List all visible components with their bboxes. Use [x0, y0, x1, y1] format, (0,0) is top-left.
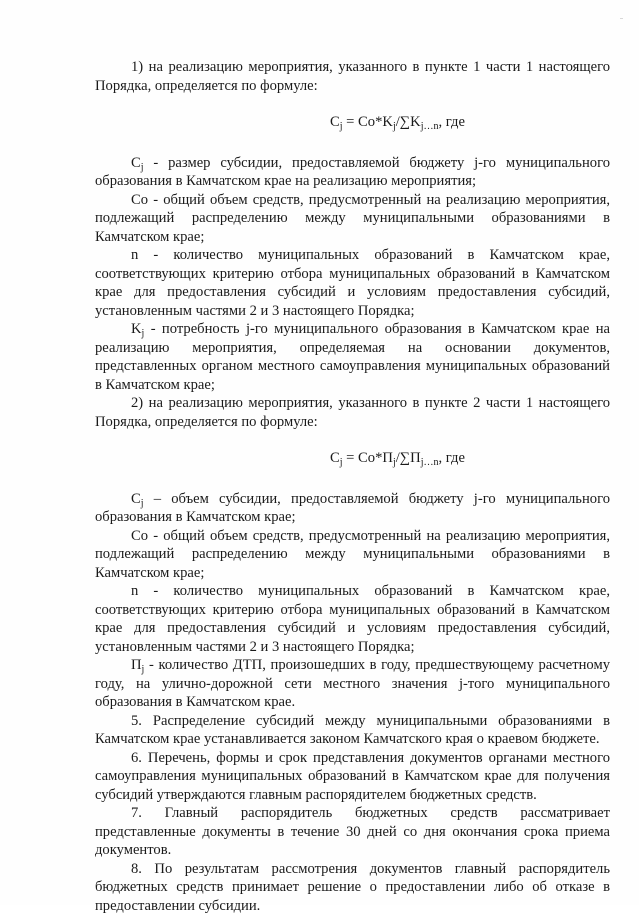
- section-5: 5. Распределение субсидий между муниципальными образованиями в Камчатском крае устанавливается законом Камчатского края о краевом бюджете.: [95, 712, 610, 749]
- scan-mark: [620, 18, 623, 19]
- section-8: 8. По результатам рассмотрения документов главный распорядитель бюджетных средств принимает решение о предоставлении либо об отказе в предоставлении субсидии.: [95, 860, 610, 915]
- def-pj: $П_j$ - количество ДТП, произошедших в году, предшествующему расчетному году, на улично-дорожной сети местного значения j-того муниципального образования в Камчатском крае.: [95, 656, 610, 712]
- def-co-2: Co - общий объем средств, предусмотренный на реализацию мероприятия, подлежащий распределению между муниципальными образованиями в Камчатском крае;: [95, 527, 610, 583]
- def-cj-2: $C_j$ – объем субсидии, предоставляемой бюджету j-го муниципального образования в Камчатском крае;: [95, 490, 610, 527]
- def-n-1: n - количество муниципальных образований в Камчатском крае, соответствующих критерию отбора муниципальных образований в Камчатском крае для предоставления субсидий и условиям предоставления субсидий, установленным частями 2 и 3 настоящего Порядка;: [95, 246, 610, 320]
- def-kj: $K_j$ - потребность j-го муниципального образования в Камчатском крае на реализацию мероприятия, определяемая на основании документов, представленных органом местного самоуправления муниципальных образований в Камчатском крае;: [95, 320, 610, 394]
- def-cj-1: $C_j$ - размер субсидии, предоставляемой бюджету j-го муниципального образования в Камчатском крае на реализацию мероприятия;: [95, 154, 610, 191]
- section-7: 7. Главный распорядитель бюджетных средств рассматривает представленные документы в течение 30 дней со дня окончания срока приема документов.: [95, 804, 610, 860]
- def-n-2: n - количество муниципальных образований в Камчатском крае, соответствующих критерию отбора муниципальных образований в Камчатском крае для предоставления субсидий и условиям предоставления субсидий, установленным частями 2 и 3 настоящего Порядка;: [95, 582, 610, 656]
- section-6: 6. Перечень, формы и срок представления документов органами местного самоуправления муниципальных образований в Камчатском крае для получения субсидий утверждаются главным распорядителем бюджетных средств.: [95, 749, 610, 805]
- clause-2: 2) на реализацию мероприятия, указанного в пункте 2 части 1 настоящего Порядка, определяется по формуле:: [95, 394, 610, 431]
- def-co-1: Co - общий объем средств, предусмотренный на реализацию мероприятия, подлежащий распределению между муниципальными образованиями в Камчатском крае;: [95, 191, 610, 247]
- document-body: [95, 58, 610, 915]
- formula-1: $C_j = Co*K_j/\sum K_{j\dots n}$, где: [95, 113, 610, 132]
- formula-2: $C_j = Co*П_j/\sum П_{j\dots n}$, где: [95, 449, 610, 468]
- clause-1: 1) на реализацию мероприятия, указанного в пункте 1 части 1 настоящего Порядка, определяется по формуле:: [95, 58, 610, 95]
